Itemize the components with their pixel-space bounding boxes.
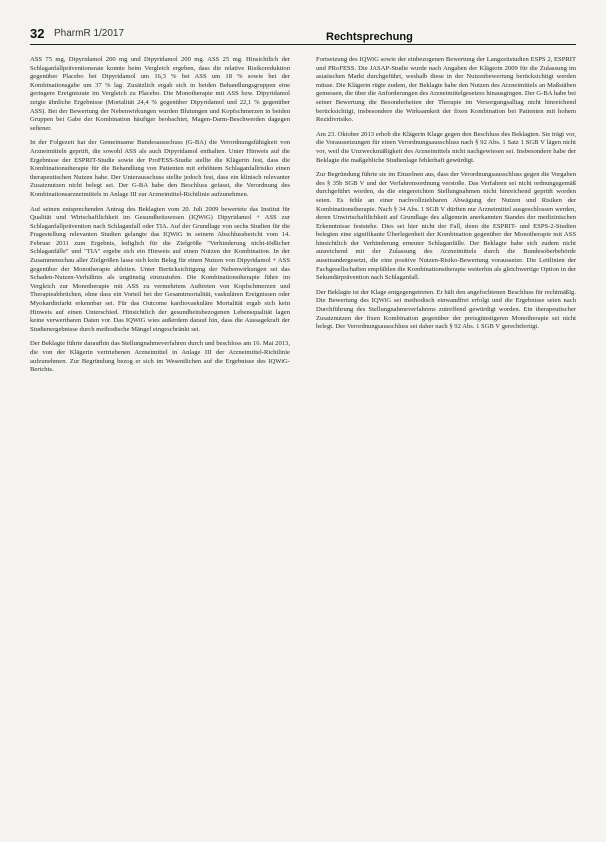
- paragraph: Der Beklagte ist der Klage entgegengetreten. Er hält den angefochtenen Beschluss für rechtmäßig. Die Bewertung des IQWiG sei methodisch einwandfrei erfolgt und die Ergebnisse seien nach Durchführung des Stellungnahmeverfahrens zutreffend gewürdigt worden. Ein therapeutischer Zusatznutzen der fixen Kombination gegenüber der preisgünstigeren Monotherapie sei nicht belegt. Der Verordnungsausschluss sei daher nach § 92 Abs. 1 SGB V gerechtfertigt.: [316, 288, 576, 331]
- page-number: 32: [30, 26, 45, 41]
- paragraph: Auf seinen entsprechenden Antrag des Beklagten vom 20. Juli 2009 bewertete das Institut für Qualität und Wirtschaftlichkeit im Gesundheitswesen (IQWiG) Dipyridamol + ASS zur Schlaganfallprävention nach Schlaganfall oder TIA. Auf der Grundlage von sechs Studien für die Fragestellung relevanten Studien gelangte das IQWiG in seinem Abschlussbericht vom 14. Februar 2011 zum Ergebnis, lediglich für die Zielgröße "Verhinderung nicht-tödlicher Schlaganfälle" und "TIA" ergebe sich ein Hinweis auf einen Nutzen der Kombination. In der Zusammenschau aller Zielgrößen lasse sich kein Beleg für einen Nutzen von Dipyridamol + ASS gegenüber der Monotherapie ableiten. Unter Berücksichtigung der Nebenwirkungen sei das Schaden-Nutzen-Verhältnis als ungünstig einzustufen. Die Kombinationstherapie führe im Vergleich zur Monotherapie mit ASS zu vermehrtem Auftreten von Kopfschmerzen und Therapieabbrüchen, ohne dass ein Vorteil bei der Gesamtmortalität, vaskulären Ereignissen oder Myokardinfarkt erkennbar sei. Für das Outcome kardiovaskuläre Mortalität ergab sich kein Hinweis auf einen Unterschied. Hinsichtlich der gesundheitsbezogenen Lebensqualität lagen keine verwertbaren Daten vor. Das IQWiG wies außerdem darauf hin, dass die Aussagekraft der Studienergebnisse durch methodische Mängel eingeschränkt sei.: [30, 205, 290, 333]
- paragraph: Zur Begründung führte sie im Einzelnen aus, dass der Verordnungsausschluss gegen die Vorgaben des § 35b SGB V und der Verfahrensordnung verstoße. Das Verfahren sei nicht ordnungsgemäß durchgeführt worden, da die eingereichten Stellungnahmen nicht hinreichend geprüft worden seien. Es fehle an einer nachvollziehbaren Abwägung der Nutzen und Risiken der Kombinationstherapie. Nach § 34 Abs. 1 SGB V dürften nur Arzneimittel ausgeschlossen werden, deren Unwirtschaftlichkeit auf Grundlage des allgemein anerkannten Standes der medizinischen Erkenntnisse feststehe. Dies sei hier nicht der Fall, denn die ESPRIT- und ESPS-2-Studien belegten eine signifikante Überlegenheit der Kombination gegenüber der Monotherapie mit ASS hinsichtlich der Verhinderung erneuter Schlaganfälle. Der Beklagte habe sich zudem nicht ausreichend mit der Zulassung des Arzneimittels durch die Bundesoberbehörde auseinandergesetzt, die eine positive Nutzen-Risiko-Bewertung voraussetze. Die Leitlinien der Fachgesellschaften empfählen die Kombinationstherapie weiterhin als gleichwertige Option in der Sekundärprävention nach Schlaganfall.: [316, 171, 576, 282]
- paragraph: In der Folgezeit hat der Gemeinsame Bundesausschuss (G-BA) die Verordnungsfähigkeit von Arzneimitteln geprüft, die sowohl ASS als auch Dipyridamol enthalten. Unter Hinweis auf die Ergebnisse der ESPRIT-Studie sowie der ProFESS-Studie stellte die Klägerin fest, dass die Kombinationstherapie für die Behandlung von Patienten mit erhöhtem Schlaganfallrisiko einen therapeutischen Nutzen habe. Der Unterausschuss stellte jedoch fest, dass ein klinisch relevanter Zusatznutzen nicht belegt sei. Der G-BA habe den Beschluss gefasst, die Verordnung des Kombinationsarzneimittels in Anlage III zur Arzneimittel-Richtlinie aufzunehmen.: [30, 139, 290, 198]
- paragraph: Am 23. Oktober 2013 erhob die Klägerin Klage gegen den Beschluss des Beklagten. Sie trägt vor, die Voraussetzungen für einen Verordnungsausschluss nach § 92 Abs. 1 Satz 1 SGB V lägen nicht vor, weil die Unzweckmäßigkeit des Arzneimittels nicht nachgewiesen sei. Insbesondere habe der Beklagte die maßgebliche Studienlage fehlerhaft gewürdigt.: [316, 130, 576, 164]
- journal-reference: PharmR 1/2017: [54, 28, 125, 39]
- paragraph: Fortsetzung des IQWiG sowie der einbezogenen Bewertung der Langzeitstudien ESPS 2, ESPRIT und PRoFESS. Die JASAP-Studie wurde nach Angaben der Klägerin 2009 für die Zulassung im asiatischen Markt durchgeführt, weshalb diese in der Nutzenbewertung berücksichtigt werden müsse. Die Klägerin rügte zudem, der Beklagte habe den Nutzen des Arzneimittels an Maßstäben gemessen, die über die Anforderungen des Arzneimittelgesetzes hinausgingen. Der G-BA habe bei seiner Bewertung die Besonderheiten der Therapie im Versorgungsalltag nicht hinreichend berücksichtigt, insbesondere die Wirksamkeit der fixen Kombination bei Patienten mit hohem Rezidivrisiko.: [316, 56, 576, 124]
- section-title: Rechtsprechung: [326, 31, 413, 43]
- right-column: [316, 56, 576, 836]
- page-header: [30, 24, 576, 45]
- paragraph: Der Beklagte führte daraufhin das Stellungnahmeverfahren durch und beschloss am 16. Mai 2013, die von der Klägerin vertriebenen Arzneimittel in Anlage III der Arzneimittel-Richtlinie aufzunehmen. Zur Begründung bezog er sich im Wesentlichen auf die Ergebnisse des IQWiG-Berichts.: [30, 340, 290, 374]
- paragraph: ASS 75 mg, Dipyridamol 200 mg und Dipyridamol 200 mg. ASS 25 mg. Hinsichtlich der Schlaganfallpräventionsrate konnte beim Vergleich ergeben, dass die relative Risikoreduktion gegenüber Placebo bei Dipyridamol um 16,3 % bei ASS um 18 % sowie bei der Kombinationsgabe um 37 % lag. Zusätzlich ergab sich in beiden Behandlungsgruppen eine geringere Ereignisrate im Vergleich zu Placebo. Die Monotherapie mit ASS bzw. Dipyridamol zeigte ähnliche Ergebnisse (Mortalität 24,4 % gegenüber Dipyridamol und 22,1 % gegenüber ASS). Bei der Bewertung der Nebenwirkungen wurden Blutungen und Kopfschmerzen in beiden Gruppen bei Gabe der Kombination häufiger beobachtet, Magen-Darm-Beschwerden dagegen seltener.: [30, 56, 290, 132]
- left-column: [30, 56, 290, 836]
